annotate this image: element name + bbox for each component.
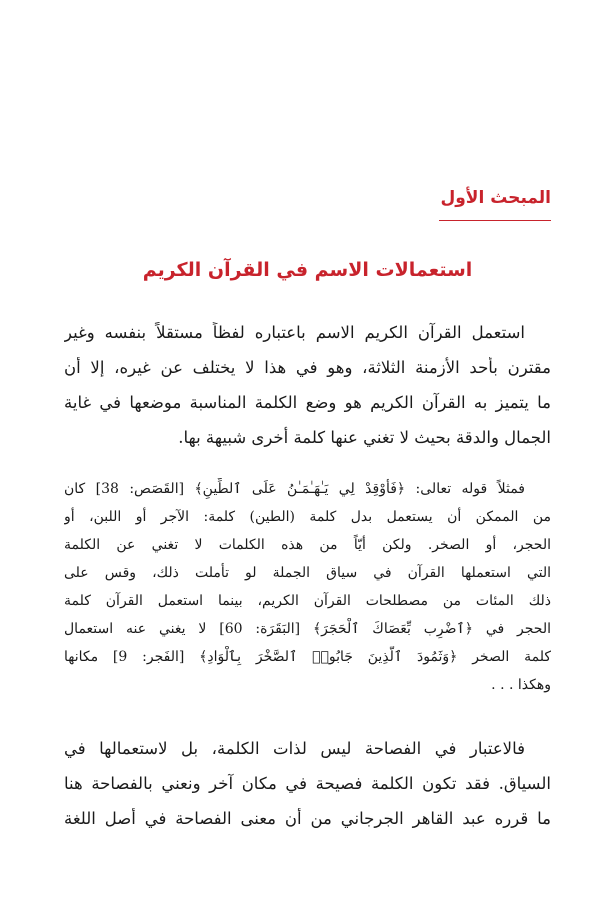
chapter-title: استعمالات الاسم في القرآن الكريم bbox=[142, 259, 473, 281]
paragraph2-line: وهكذا . . . bbox=[491, 677, 551, 693]
paragraph2-line: فمثلاً قوله تعالى: ﴿فَأَوْقِدْ لِي يَـٰهَـٰمَـٰنُ عَلَى ٱلطِّينِ﴾ [القَصَص: 38] كان bbox=[64, 481, 525, 497]
paragraph2-line: كلمة الصخر ﴿وَثَمُودَ ٱلَّذِينَ جَابُوا۟ ٱلصَّخْرَ بِٱلْوَادِ﴾ [الفَجر: 9] مكانها bbox=[64, 649, 551, 665]
paragraph3-line: فالاعتبار في الفصاحة ليس لذات الكلمة، بل لاستعمالها في bbox=[64, 739, 525, 758]
paragraph1-line: استعمل القرآن الكريم الاسم باعتباره لفظاً مستقلاً بنفسه وغير bbox=[64, 323, 525, 342]
paragraph1-line: مقترن بأحد الأزمنة الثلاثة، وهو في هذا لا يختلف عن غيره، إلا أن bbox=[64, 358, 551, 377]
section-heading-underline bbox=[439, 220, 551, 221]
paragraph2-line: الحجر، أو الصخر. ولكن أيّاً من هذه الكلمات لا تغني عن الكلمة bbox=[64, 537, 551, 553]
paragraph2-line: من الممكن أن يستعمل بدل كلمة (الطين) كلمة: الآجر أو اللبن، أو bbox=[64, 509, 551, 525]
paragraph3-line: السياق. فقد تكون الكلمة فصيحة في مكان آخر ونعني بالفصاحة هنا bbox=[64, 774, 551, 793]
paragraph3-line: ما قرره عبد القاهر الجرجاني من أن معنى الفصاحة في أصل اللغة bbox=[64, 809, 551, 828]
paragraph1-line: الجمال والدقة بحيث لا تغني عنها كلمة أخرى شبيهة بها. bbox=[178, 428, 551, 447]
paragraph2-line: الحجر في ﴿ٱضْرِب بِّعَصَاكَ ٱلْحَجَرَ﴾ [البَقَرَة: 60] لا يغني عنه استعمال bbox=[64, 621, 551, 637]
paragraph2-line: التي استعملها القرآن في سياق الجملة لو تأملت ذلك، وقس على bbox=[64, 565, 551, 581]
paragraph2-line: ذلك المئات من مصطلحات القرآن الكريم، بينما استعمل القرآن كلمة bbox=[64, 593, 551, 609]
paragraph1-line: ما يتميز به القرآن الكريم هو وضع الكلمة المناسبة موضعها في غاية bbox=[64, 393, 551, 412]
section-heading: المبحث الأول bbox=[440, 188, 551, 208]
